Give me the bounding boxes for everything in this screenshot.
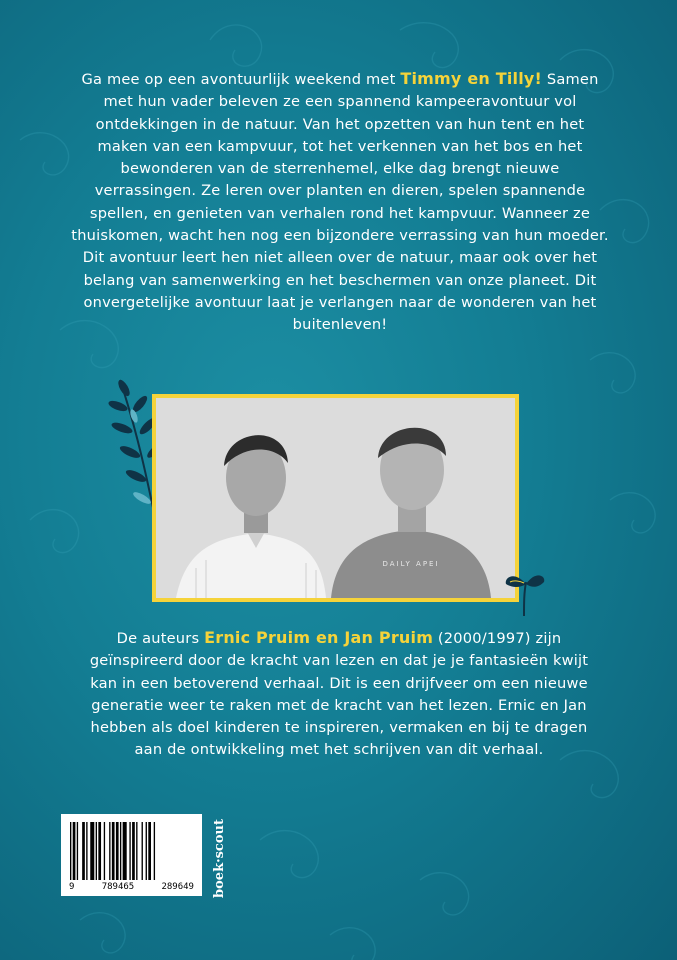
barcode-bar	[123, 822, 127, 880]
isbn-number	[68, 882, 195, 892]
blurb-character-names: Timmy en Tilly!	[400, 69, 543, 88]
bio-body: (2000/1997) zijn geïnspireerd door de kracht van lezen en dat je je fantasieën kwijt kan in een betoverend verhaal. Dit is een drijfveer om een nieuwe generatie weer te raken met de kracht van het lezen. Ernic en Jan hebben als doel kinderen te inspireren, vermaken en bij te dragen aan de ontwikkeling met het schrijven van dit verhaal.	[89, 630, 589, 759]
barcode-bar	[136, 822, 137, 880]
barcode-bar	[109, 822, 110, 880]
isbn-right-group: 289649	[161, 882, 194, 892]
barcode-bar	[142, 822, 143, 880]
isbn-barcode	[61, 814, 202, 896]
barcode-bar	[112, 822, 115, 880]
barcode-bar	[96, 822, 97, 880]
barcode-bar	[120, 822, 121, 880]
barcode-bar	[146, 822, 147, 880]
isbn-left-group: 789465	[101, 882, 135, 892]
barcode-bar	[77, 822, 78, 880]
barcode-bar	[154, 822, 155, 880]
book-blurb	[70, 68, 610, 337]
barcode-bar	[70, 822, 71, 880]
barcode-bar	[82, 822, 85, 880]
barcode-bar	[73, 822, 76, 880]
blurb-body: Samen met hun vader beleven ze een spannend kampeeravontuur vol ontdekkingen in de natuur. Van het opzetten van hun tent en het maken van een kampvuur, tot het verkennen van het bos en het bewonderen van de sterrenhemel, elke dag brengt nieuwe verrassingen. Ze leren over planten en dieren, spelen spannende spellen, en genieten van verhalen rond het kampvuur. Wanneer ze thuiskomen, wacht hen nog een bijzondere verrassing van hun moeder. Dit avontuur leert hen niet alleen over de natuur, maar ook over het belang van samenwerking en het beschermen van onze planeet. Dit onvergetelijke avontuur laat je verlangen naar de wonderen van het buitenleven!	[71, 71, 609, 334]
bio-author-names: Ernic Pruim en Jan Pruim	[204, 628, 434, 647]
barcode-bars	[68, 822, 195, 880]
barcode-bar	[90, 822, 94, 880]
authors-photo	[152, 394, 519, 602]
blurb-intro: Ga mee op een avontuurlijk weekend met	[81, 71, 401, 88]
barcode-bar	[148, 822, 151, 880]
publisher-name: boek·scout	[211, 818, 227, 898]
barcode-bar	[98, 822, 101, 880]
bio-intro: De auteurs	[116, 630, 205, 647]
isbn-prefix-digit: 9	[69, 882, 75, 892]
barcode-bar	[86, 822, 87, 880]
barcode-bar	[116, 822, 119, 880]
authors-bio	[84, 627, 594, 762]
shirt-print-text: DAILY APEI	[382, 560, 440, 568]
barcode-bar	[132, 822, 135, 880]
sprout-illustration	[504, 568, 546, 618]
publisher-logo	[209, 818, 229, 898]
barcode-bar	[129, 822, 130, 880]
barcode-bar	[104, 822, 105, 880]
